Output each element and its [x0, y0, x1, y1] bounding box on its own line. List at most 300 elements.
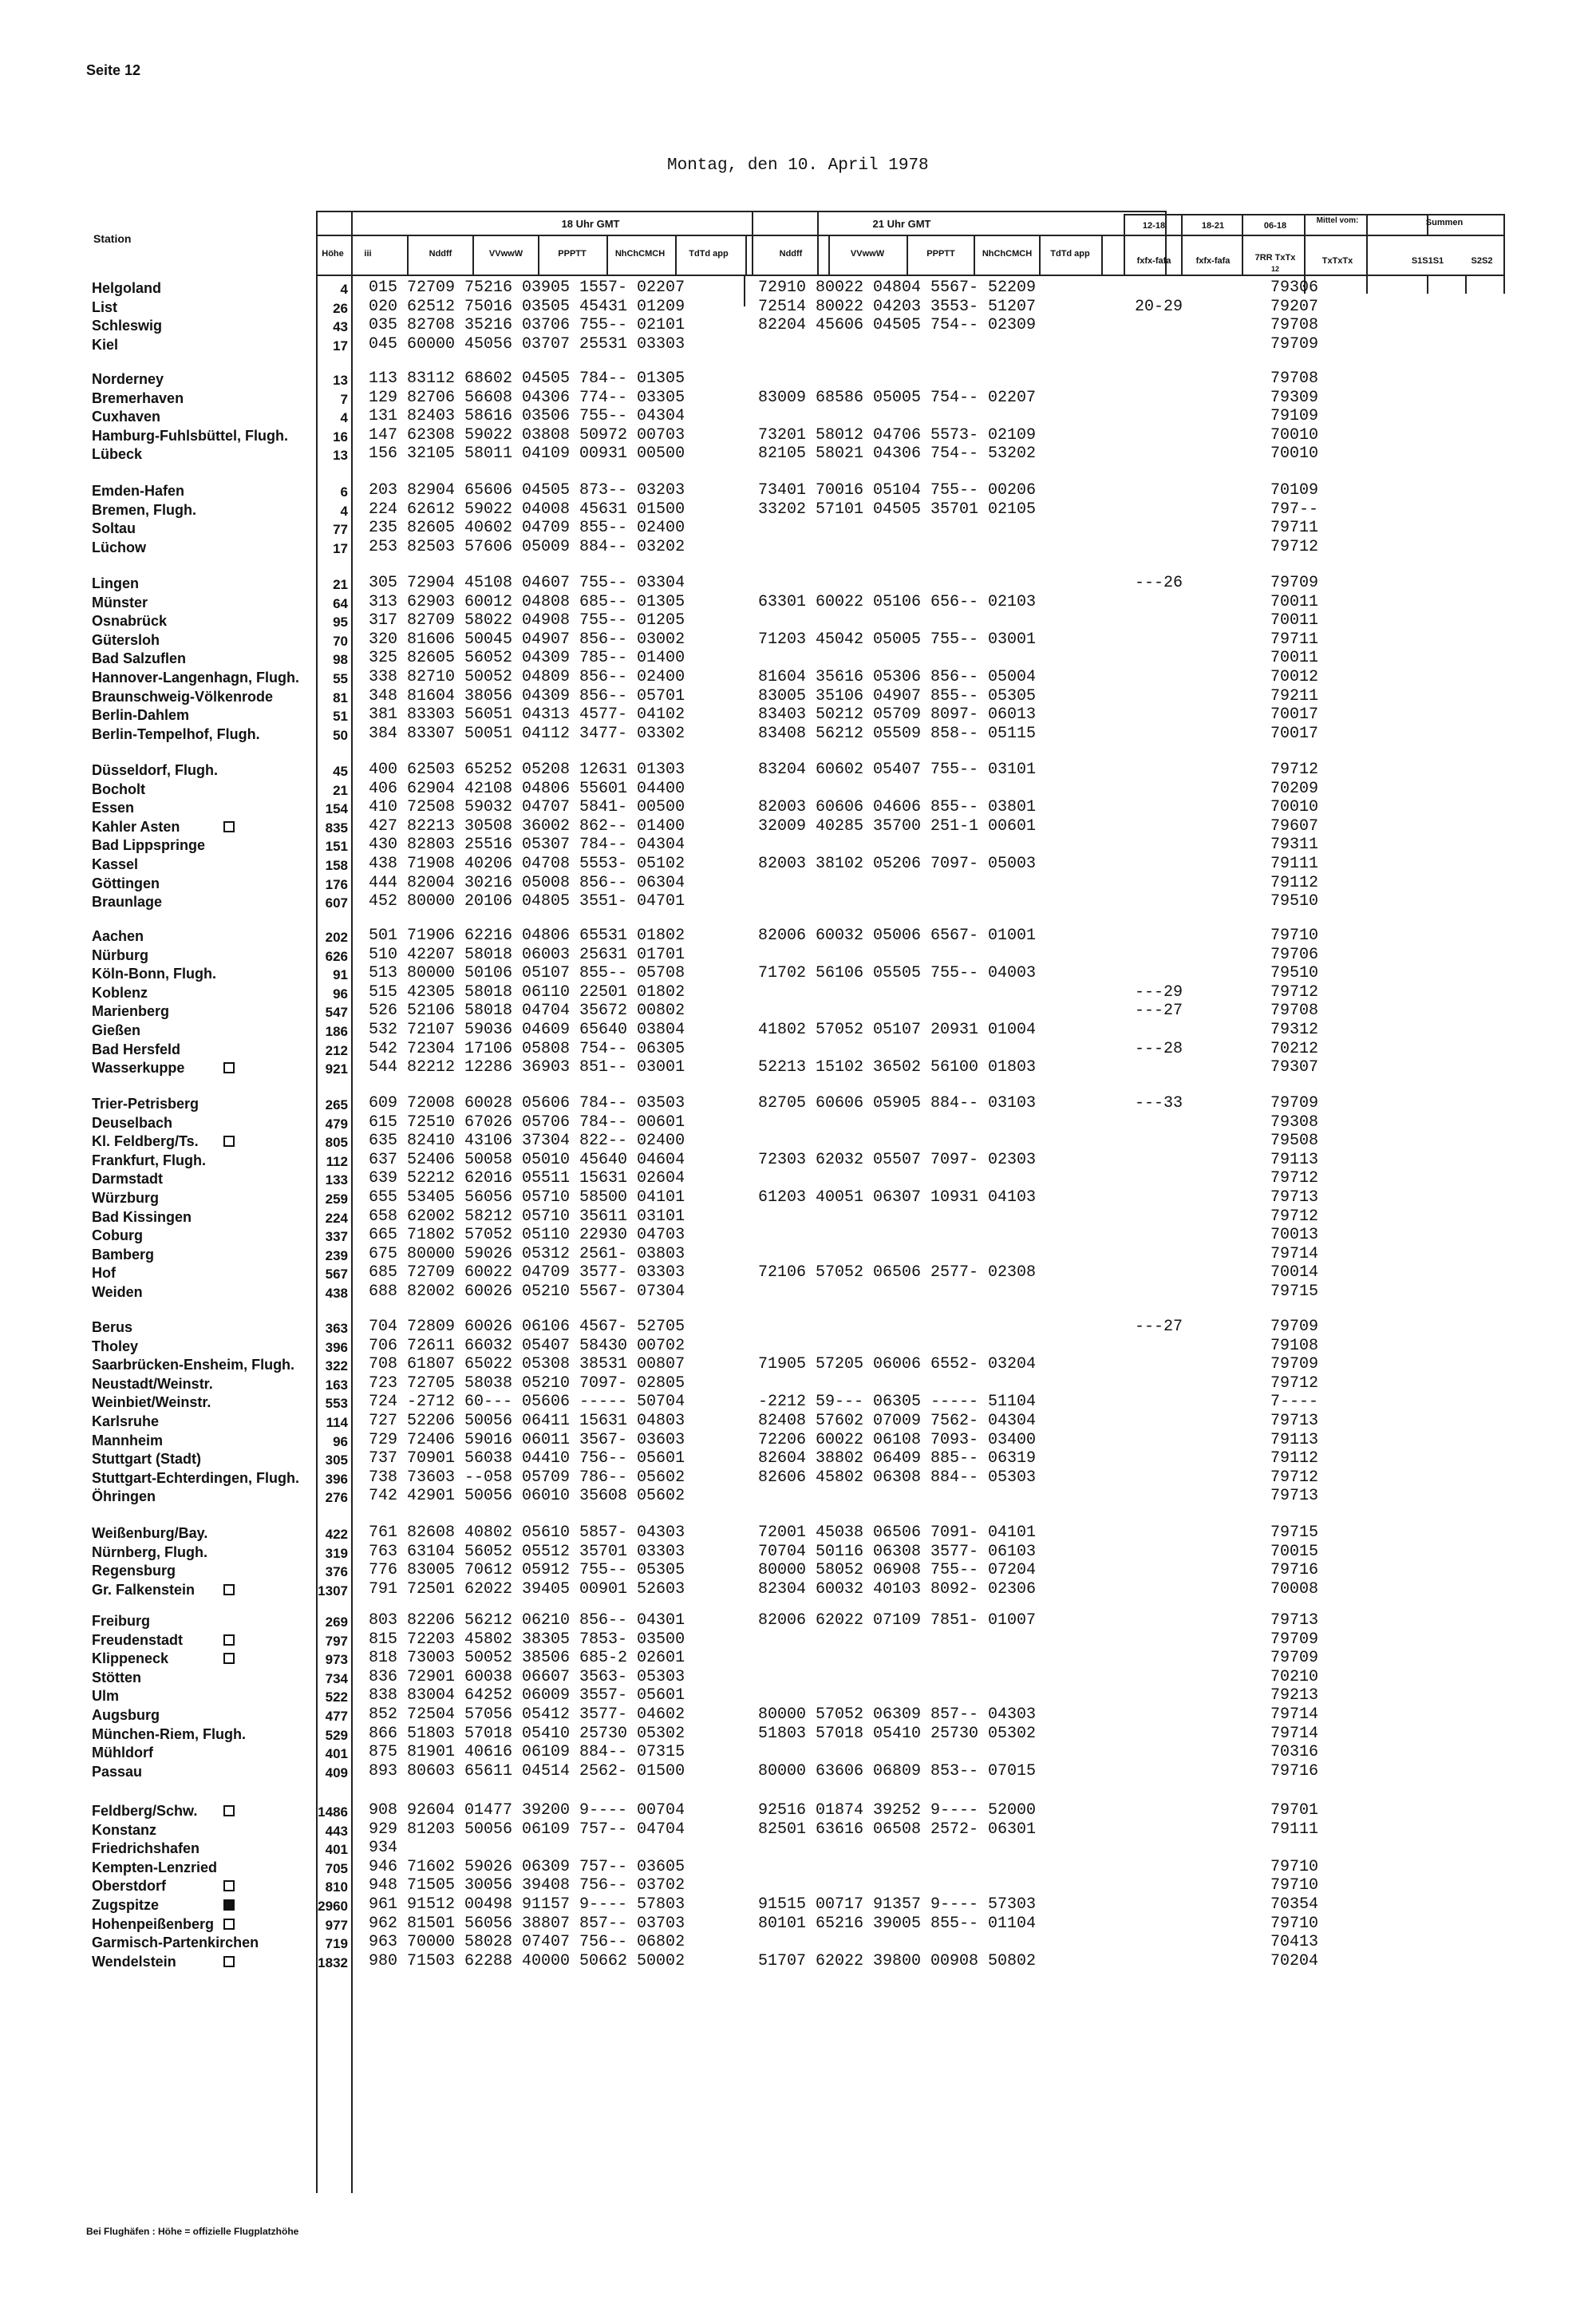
obs-18utc: 430 82803 25516 05307 784-- 04304 [369, 836, 685, 855]
temp-06-18: 79712 [1270, 1207, 1319, 1226]
wind-12-18: 20-29 [1135, 297, 1183, 316]
table-row [0, 818, 1596, 836]
temp-06-18: 70011 [1270, 592, 1319, 611]
table-row [0, 482, 1596, 500]
station-height: 479 [325, 1116, 348, 1132]
table-row [0, 1934, 1596, 1951]
temp-06-18: 79312 [1270, 1021, 1319, 1039]
station-height: 4 [340, 503, 348, 519]
temp-06-18: 70413 [1270, 1933, 1319, 1952]
footnote: Bei Flughäfen : Höhe = offizielle Flugplatzhöhe [86, 2226, 299, 2237]
station-height: 973 [325, 1652, 348, 1668]
table-row [0, 799, 1596, 816]
table-row [0, 1612, 1596, 1630]
obs-21utc: 33202 57101 04505 35701 02105 [758, 500, 1037, 519]
obs-18utc: 532 72107 59036 04609 65640 03804 [369, 1021, 685, 1039]
station-height: 21 [333, 577, 348, 592]
station-name: Gr. Falkenstein [92, 1581, 196, 1598]
station-name: Aachen [92, 928, 144, 944]
temp-06-18: 79709 [1270, 1630, 1319, 1649]
table-row [0, 1631, 1596, 1649]
obs-21utc: 81604 35616 05306 856-- 05004 [758, 668, 1037, 686]
obs-21utc: 82003 60606 04606 855-- 03801 [758, 798, 1037, 817]
sub-summen2: S2S2 [1471, 256, 1493, 266]
mountain-station-marker [223, 1634, 235, 1646]
station-height: 401 [325, 1746, 348, 1762]
station-height: 1307 [318, 1583, 348, 1599]
obs-18utc: 406 62904 42108 04806 55601 04400 [369, 779, 685, 798]
obs-21utc: 83204 60602 05407 755-- 03101 [758, 761, 1037, 779]
obs-21utc: 73201 58012 04706 5573- 02109 [758, 425, 1037, 445]
temp-06-18: 79307 [1270, 1058, 1319, 1077]
station-name: Wasserkuppe [92, 1060, 185, 1077]
table-row [0, 1725, 1596, 1743]
station-name: Bad Kissingen [92, 1208, 192, 1225]
station-name: Bremen, Flugh. [92, 501, 197, 518]
obs-21utc: 72206 60022 06108 7093- 03400 [758, 1430, 1037, 1449]
station-name: Trier-Petrisberg [92, 1096, 200, 1112]
station-height: 269 [325, 1614, 348, 1630]
station-name: Bad Lippspringe [92, 837, 206, 854]
station-name: Helgoland [92, 280, 162, 296]
station-height: 319 [325, 1545, 348, 1561]
p0618-header: 06-18 [1263, 221, 1287, 231]
mountain-station-marker [223, 1805, 235, 1816]
station-height: 133 [325, 1172, 348, 1188]
obs-18utc: 427 82213 30508 36002 862-- 01400 [369, 816, 685, 836]
station-name: Schleswig [92, 318, 163, 334]
station-height: 114 [326, 1415, 348, 1430]
temp-06-18: 79712 [1270, 1169, 1319, 1188]
obs-18utc: 544 82212 12286 36903 851-- 03001 [369, 1058, 685, 1077]
obs-21utc: 82204 45606 04505 754-- 02309 [758, 316, 1037, 335]
col21-vvwww: VVwwW [850, 249, 885, 259]
station-name: Emden-Hafen [92, 483, 185, 499]
table-row [0, 1413, 1596, 1430]
table-row [0, 725, 1596, 743]
temp-06-18: 70014 [1270, 1263, 1319, 1282]
station-height: 276 [325, 1490, 348, 1506]
obs-18utc: 542 72304 17106 05808 754-- 06305 [369, 1039, 685, 1058]
station-header: Station [93, 232, 132, 245]
obs-18utc: 526 52106 58018 04704 35672 00802 [369, 1002, 685, 1021]
temp-06-18: 79709 [1270, 1649, 1319, 1668]
obs-18utc: 742 42901 50056 06010 35608 05602 [369, 1487, 685, 1506]
station-height: 163 [325, 1377, 348, 1393]
temp-06-18: 79311 [1270, 836, 1319, 855]
station-name: Mannheim [92, 1432, 164, 1448]
station-height: 13 [333, 448, 348, 464]
obs-21utc: 73401 70016 05104 755-- 00206 [758, 481, 1037, 500]
temp-06-18: 79713 [1270, 1188, 1319, 1207]
temp-06-18: 79714 [1270, 1724, 1319, 1743]
obs-18utc: 305 72904 45108 04607 755-- 03304 [369, 574, 685, 592]
station-height: 401 [325, 1842, 348, 1858]
sub-1821: fxfx-fafa [1195, 256, 1231, 266]
obs-18utc: 963 70000 58028 07407 756-- 06802 [369, 1933, 685, 1952]
temp-06-18: 79112 [1270, 873, 1319, 892]
obs-21utc: 51707 62022 39800 00908 50802 [758, 1951, 1037, 1970]
obs-18utc: 852 72504 57056 05412 3577- 04602 [369, 1705, 685, 1724]
obs-18utc: 948 71505 30056 39408 756-- 03702 [369, 1876, 685, 1895]
station-height: 26 [333, 300, 348, 316]
temp-06-18: 79306 [1270, 279, 1319, 297]
station-name: Wendelstein [92, 1953, 176, 1970]
station-name: Weiden [92, 1284, 143, 1300]
station-name: München-Riem, Flugh. [92, 1725, 246, 1742]
temp-06-18: 79712 [1270, 1373, 1319, 1393]
obs-18utc: 317 82709 58022 04908 755-- 01205 [369, 611, 685, 630]
sub-0618b: 12 [1270, 265, 1279, 273]
station-height: 705 [325, 1860, 348, 1876]
station-height: 224 [325, 1210, 348, 1226]
obs-21utc: 82006 62022 07109 7851- 01007 [758, 1611, 1037, 1630]
station-height: 259 [325, 1192, 348, 1207]
table-row [0, 1687, 1596, 1705]
temp-06-18: 79211 [1270, 686, 1319, 705]
temp-06-18: 79714 [1270, 1705, 1319, 1724]
obs-21utc: 80000 63606 06809 853-- 07015 [758, 1761, 1037, 1780]
station-height: 553 [325, 1396, 348, 1412]
temp-06-18: 70017 [1270, 705, 1319, 725]
table-row [0, 947, 1596, 964]
table-row [0, 706, 1596, 724]
wind-12-18: ---27 [1135, 1318, 1183, 1336]
station-name: Bad Salzuflen [92, 650, 187, 667]
station-name: Marienberg [92, 1003, 170, 1020]
table-row [0, 927, 1596, 945]
station-height: 176 [325, 876, 348, 892]
station-name: Hamburg-Fuhlsbüttel, Flugh. [92, 427, 288, 444]
obs-18utc: 961 91512 00498 91157 9---- 57803 [369, 1895, 685, 1914]
station-name: Kahler Asten [92, 818, 180, 835]
obs-18utc: 147 62308 59022 03808 50972 00703 [369, 425, 685, 445]
station-height: 51 [333, 709, 348, 725]
temp-06-18: 79712 [1270, 761, 1319, 779]
temp-06-18: 79713 [1270, 1412, 1319, 1430]
table-row [0, 1338, 1596, 1355]
obs-21utc: 71905 57205 06006 6552- 03204 [758, 1355, 1037, 1374]
table-row [0, 1132, 1596, 1150]
station-height: 4 [340, 410, 348, 426]
obs-18utc: 510 42207 58018 06003 25631 01701 [369, 945, 685, 964]
station-name: Hannover-Langenhagn, Flugh. [92, 670, 299, 686]
station-height: 607 [325, 895, 348, 911]
table-row [0, 781, 1596, 798]
station-name: Weißenburg/Bay. [92, 1525, 208, 1541]
station-name: Braunschweig-Völkenrode [92, 688, 274, 705]
station-name: Frankfurt, Flugh. [92, 1152, 206, 1168]
obs-18utc: 438 71908 40206 04708 5553- 05102 [369, 855, 685, 873]
station-name: Öhringen [92, 1488, 156, 1505]
table-row [0, 1375, 1596, 1393]
table-row [0, 1246, 1596, 1263]
temp-06-18: 70212 [1270, 1039, 1319, 1058]
temp-06-18: 70354 [1270, 1895, 1319, 1914]
table-row [0, 1669, 1596, 1686]
obs-18utc: 020 62512 75016 03505 45431 01209 [369, 297, 685, 316]
table-row [0, 575, 1596, 592]
temp-06-18: 79714 [1270, 1244, 1319, 1263]
station-name: Köln-Bonn, Flugh. [92, 966, 216, 982]
table-row [0, 370, 1596, 388]
table-row [0, 1189, 1596, 1207]
obs-18utc: 609 72008 60028 05606 784-- 03503 [369, 1094, 685, 1113]
station-height: 719 [325, 1936, 348, 1952]
table-row [0, 1488, 1596, 1505]
iii-header: iii [364, 249, 372, 259]
station-height: 151 [325, 839, 348, 855]
table-row [0, 1450, 1596, 1468]
obs-18utc: 776 83005 70612 05912 755-- 05305 [369, 1561, 685, 1580]
table-row [0, 336, 1596, 354]
station-height: 239 [325, 1247, 348, 1263]
table-row [0, 836, 1596, 854]
obs-21utc: 72303 62032 05507 7097- 02303 [758, 1150, 1037, 1169]
station-height: 6 [340, 484, 348, 500]
table-row [0, 1581, 1596, 1599]
obs-18utc: 444 82004 30216 05008 856-- 06304 [369, 873, 685, 892]
temp-06-18: 79113 [1270, 1430, 1319, 1449]
obs-18utc: 637 52406 50058 05010 45640 04604 [369, 1150, 685, 1169]
table-row [0, 1059, 1596, 1077]
station-name: Braunlage [92, 894, 163, 911]
table-row [0, 688, 1596, 705]
temp-06-18: 79710 [1270, 1914, 1319, 1933]
station-height: 17 [333, 540, 348, 556]
station-name: Gütersloh [92, 631, 160, 648]
station-height: 1486 [318, 1804, 348, 1820]
station-height: 567 [325, 1267, 348, 1282]
table-row [0, 1650, 1596, 1667]
obs-21utc: 80000 57052 06309 857-- 04303 [758, 1705, 1037, 1724]
station-height: 734 [325, 1670, 348, 1686]
col21-ppptt: PPPTT [926, 249, 955, 259]
table-row [0, 965, 1596, 982]
table-row [0, 1114, 1596, 1132]
obs-21utc: 82304 60032 40103 8092- 02306 [758, 1579, 1037, 1599]
obs-18utc: 761 82608 40802 05610 5857- 04303 [369, 1524, 685, 1542]
station-name: Bremerhaven [92, 389, 184, 406]
obs-18utc: 665 71802 57052 05110 22930 04703 [369, 1226, 685, 1245]
temp-06-18: 79113 [1270, 1150, 1319, 1169]
temp-06-18: 79709 [1270, 334, 1319, 354]
obs-21utc: 80101 65216 39005 855-- 01104 [758, 1914, 1037, 1933]
hoehe-header: Höhe [322, 249, 344, 259]
obs-18utc: 946 71602 59026 06309 757-- 03605 [369, 1857, 685, 1876]
station-height: 438 [325, 1286, 348, 1301]
temp-06-18: 79706 [1270, 945, 1319, 964]
station-height: 77 [333, 522, 348, 538]
station-name: Norderney [92, 371, 164, 387]
temp-06-18: 79713 [1270, 1487, 1319, 1506]
table-row [0, 594, 1596, 611]
col18-vvwww: VVwwW [488, 249, 523, 259]
station-height: 797 [325, 1633, 348, 1649]
station-height: 112 [326, 1153, 348, 1169]
station-height: 4 [340, 282, 348, 297]
table-row [0, 875, 1596, 892]
station-name: Weinbiet/Weinstr. [92, 1394, 211, 1411]
obs-21utc: 63301 60022 05106 656-- 02103 [758, 592, 1037, 611]
station-height: 21 [333, 782, 348, 798]
obs-18utc: 655 53405 56056 05710 58500 04101 [369, 1188, 685, 1207]
station-height: 265 [325, 1097, 348, 1113]
mountain-station-marker [223, 1584, 235, 1595]
temp-06-18: 79711 [1270, 630, 1319, 649]
temp-06-18: 79709 [1270, 1355, 1319, 1374]
table-row [0, 1356, 1596, 1373]
station-height: 154 [325, 801, 348, 817]
obs-18utc: 325 82605 56052 04309 785-- 01400 [369, 649, 685, 668]
obs-18utc: 803 82206 56212 06210 856-- 04301 [369, 1611, 685, 1630]
obs-18utc: 320 81606 50045 04907 856-- 03002 [369, 630, 685, 649]
table-row [0, 1283, 1596, 1301]
obs-18utc: 381 83303 56051 04313 4577- 04102 [369, 705, 685, 725]
table-row [0, 1318, 1596, 1336]
station-name: Lübeck [92, 446, 143, 463]
sub-1218: fxfx-fafa [1136, 256, 1171, 266]
station-name: Stuttgart-Echterdingen, Flugh. [92, 1469, 299, 1486]
table-row [0, 279, 1596, 297]
obs-21utc: 83403 50212 05709 8097- 06013 [758, 705, 1037, 725]
obs-18utc: 723 72705 58038 05210 7097- 02805 [369, 1373, 685, 1393]
obs-21utc: 83005 35106 04907 855-- 05305 [758, 686, 1037, 705]
station-height: 810 [325, 1879, 348, 1895]
station-height: 322 [325, 1358, 348, 1374]
wind-12-18: ---33 [1135, 1094, 1183, 1113]
station-name: Nürburg [92, 947, 148, 963]
sub-mittel: TxTxTx [1321, 256, 1353, 266]
temp-06-18: 79112 [1270, 1449, 1319, 1468]
station-name: Kempten-Lenzried [92, 1859, 218, 1875]
obs-21utc: -2212 59--- 06305 ----- 51104 [758, 1393, 1037, 1412]
obs-18utc: 384 83307 50051 04112 3477- 03302 [369, 724, 685, 743]
table-row [0, 1744, 1596, 1761]
mittel-header: Mittel vom: [1316, 216, 1359, 225]
mountain-station-marker [223, 1653, 235, 1664]
obs-21utc: 82501 63616 06508 2572- 06301 [758, 1820, 1037, 1839]
table-row [0, 1802, 1596, 1820]
obs-21utc: 72514 80022 04203 3553- 51207 [758, 297, 1037, 316]
obs-21utc: 32009 40285 35700 251-1 00601 [758, 816, 1037, 836]
station-height: 55 [333, 671, 348, 686]
station-height: 409 [325, 1765, 348, 1780]
obs-18utc: 515 42305 58018 06110 22501 01802 [369, 982, 685, 1002]
temp-06-18: 79715 [1270, 1282, 1319, 1301]
obs-18utc: 737 70901 56038 04410 756-- 05601 [369, 1449, 685, 1468]
sub-0618: 7RR TxTx [1254, 253, 1296, 263]
obs-21utc: 82705 60606 05905 884-- 03103 [758, 1094, 1037, 1113]
temp-06-18: 70013 [1270, 1226, 1319, 1245]
col21-dew: TdTd app [1050, 249, 1090, 259]
station-name: Konstanz [92, 1821, 156, 1838]
temp-06-18: 70011 [1270, 611, 1319, 630]
obs-18utc: 452 80000 20106 04805 3551- 04701 [369, 892, 685, 911]
temp-06-18: 79716 [1270, 1561, 1319, 1580]
temp-06-18: 79709 [1270, 1318, 1319, 1336]
station-height: 96 [333, 1433, 348, 1449]
obs-18utc: 763 63104 56052 05512 35701 03303 [369, 1542, 685, 1561]
table-row [0, 1543, 1596, 1561]
obs-21utc: 82105 58021 04306 754-- 53202 [758, 445, 1037, 464]
station-height: 212 [325, 1042, 348, 1058]
obs-18utc: 156 32105 58011 04109 00931 00500 [369, 445, 685, 464]
station-height: 1832 [318, 1954, 348, 1970]
station-name: Coburg [92, 1227, 143, 1244]
obs-18utc: 410 72508 59032 04707 5841- 00500 [369, 798, 685, 817]
obs-21utc: 82606 45802 06308 884-- 05303 [758, 1468, 1037, 1487]
obs-18utc: 934 [369, 1839, 398, 1858]
obs-21utc: 52213 15102 36502 56100 01803 [758, 1058, 1037, 1077]
temp-06-18: 79708 [1270, 316, 1319, 335]
obs-18utc: 501 71906 62216 04806 65531 01802 [369, 927, 685, 945]
station-height: 547 [325, 1005, 348, 1021]
temp-06-18: 79510 [1270, 892, 1319, 911]
table-row [0, 1041, 1596, 1058]
table-row [0, 1002, 1596, 1020]
obs-21utc: 41802 57052 05107 20931 01004 [758, 1021, 1037, 1039]
temp-06-18: 7---- [1270, 1393, 1319, 1412]
obs-21utc: 71203 45042 05005 755-- 03001 [758, 630, 1037, 649]
temp-06-18: 79108 [1270, 1336, 1319, 1355]
station-height: 977 [325, 1917, 348, 1933]
obs-18utc: 675 80000 59026 05312 2561- 03803 [369, 1244, 685, 1263]
table-row [0, 631, 1596, 649]
temp-06-18: 79111 [1270, 1820, 1319, 1839]
station-height: 70 [333, 633, 348, 649]
obs-18utc: 235 82605 40602 04709 855-- 02400 [369, 519, 685, 538]
station-height: 2960 [318, 1899, 348, 1914]
obs-18utc: 513 80000 50106 05107 855-- 05708 [369, 964, 685, 983]
temp-06-18: 70011 [1270, 649, 1319, 668]
obs-18utc: 658 62002 58212 05710 35611 03101 [369, 1207, 685, 1226]
col18-nddff: Nddff [429, 249, 452, 259]
temp-06-18: 79713 [1270, 1611, 1319, 1630]
temp-06-18: 70316 [1270, 1743, 1319, 1762]
station-height: 7 [340, 391, 348, 407]
temp-06-18: 79708 [1270, 1002, 1319, 1021]
station-height: 50 [333, 727, 348, 743]
station-name: Cuxhaven [92, 409, 161, 425]
table-row [0, 501, 1596, 519]
station-name: Neustadt/Weinstr. [92, 1375, 213, 1392]
obs-21utc: 82003 38102 05206 7097- 05003 [758, 855, 1037, 873]
station-name: Stötten [92, 1669, 141, 1686]
table-row [0, 761, 1596, 779]
temp-06-18: 70010 [1270, 798, 1319, 817]
temp-06-18: 79716 [1270, 1761, 1319, 1780]
obs-21utc: 82006 60032 05006 6567- 01001 [758, 927, 1037, 945]
table-row [0, 650, 1596, 667]
table-row [0, 1706, 1596, 1724]
station-height: 13 [333, 373, 348, 388]
station-name: Feldberg/Schw. [92, 1803, 198, 1819]
station-name: Berus [92, 1319, 133, 1335]
temp-06-18: 79710 [1270, 927, 1319, 945]
station-height: 529 [325, 1727, 348, 1743]
obs-18utc: 708 61807 65022 05308 38531 00807 [369, 1355, 685, 1374]
obs-21utc: 61203 40051 06307 10931 04103 [758, 1188, 1037, 1207]
station-name: List [92, 298, 118, 315]
mountain-station-marker [223, 1956, 235, 1967]
obs-21utc: 92516 01874 39252 9---- 52000 [758, 1801, 1037, 1820]
obs-18utc: 113 83112 68602 04505 784-- 01305 [369, 370, 685, 388]
obs-18utc: 400 62503 65252 05208 12631 01303 [369, 761, 685, 779]
mountain-station-marker [223, 821, 235, 832]
station-name: Düsseldorf, Flugh. [92, 762, 219, 778]
col21-nddff: Nddff [779, 249, 803, 259]
